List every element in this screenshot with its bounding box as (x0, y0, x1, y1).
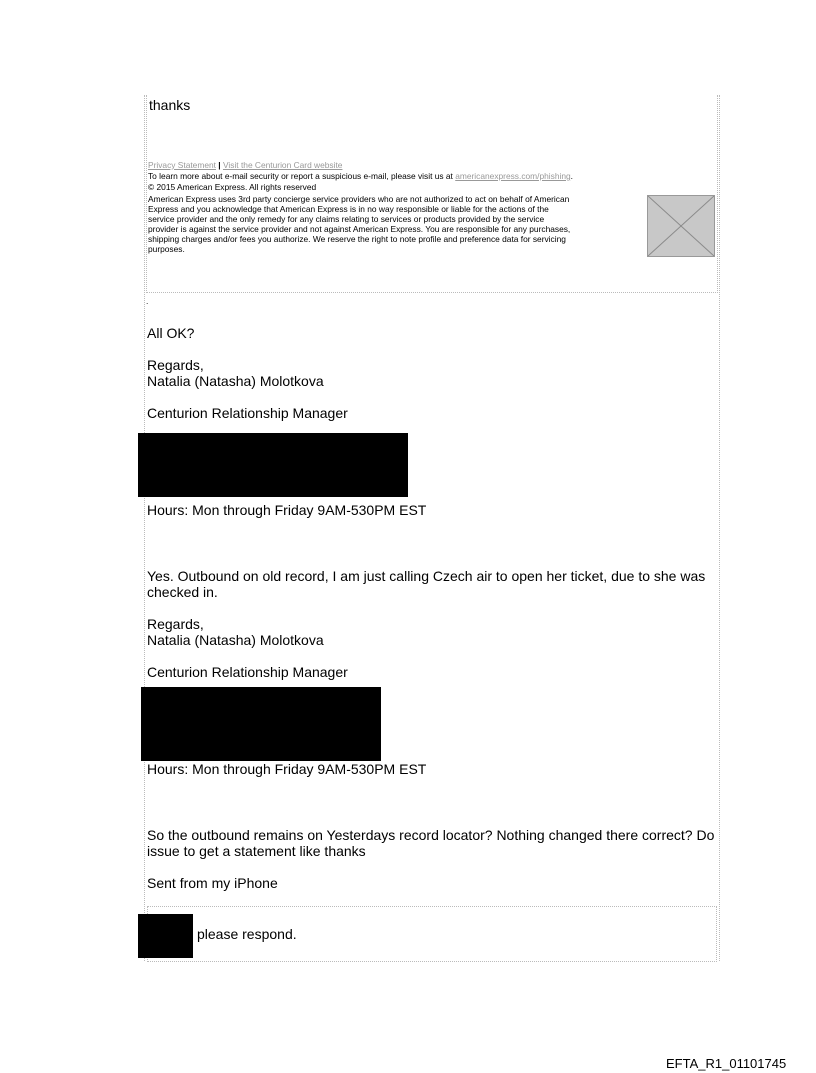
sender-title: Centurion Relationship Manager (147, 664, 348, 680)
footer-links (148, 160, 342, 170)
disclaimer-line: shipping charges and/or fees you authorize. We reserve the right to note profile and preference data for servicing (148, 234, 566, 244)
thanks-text: thanks (149, 97, 191, 113)
learn-more-line (148, 171, 573, 181)
hours-text: Hours: Mon through Friday 9AM-530PM EST (147, 502, 427, 518)
copyright-text: © 2015 American Express. All rights reserved (148, 182, 317, 192)
message-body-line: issue to get a statement like thanks (147, 843, 366, 859)
centurion-website-link[interactable]: Visit the Centurion Card website (222, 160, 343, 170)
phishing-link[interactable]: americanexpress.com/phishing (455, 171, 571, 181)
disclaimer-line: provider is against the service provider and not against American Express. You are responsible for any purchases, (148, 224, 571, 234)
document-id: EFTA_R1_01101745 (666, 1056, 787, 1071)
sender-name: Natalia (Natasha) Molotkova (147, 632, 324, 648)
message-body: All OK? (147, 325, 195, 341)
message-body-line: Yes. Outbound on old record, I am just calling Czech air to open her ticket, due to she was (147, 568, 706, 584)
redaction-block (138, 914, 193, 958)
disclaimer-line: Express and you acknowledge that American Express is in no way responsible or liable for the actions of the (148, 204, 549, 214)
disclaimer-line: purposes. (148, 244, 185, 254)
link-separator: | (218, 160, 221, 170)
redaction-block (138, 433, 408, 497)
sender-title: Centurion Relationship Manager (147, 405, 348, 421)
sent-from-text: Sent from my iPhone (147, 875, 278, 891)
broken-image-icon (647, 195, 715, 257)
quoted-text: please respond. (197, 926, 297, 942)
redaction-block (141, 687, 381, 761)
learn-more-text: To learn more about e-mail security or report a suspicious e-mail, please visit us at (148, 171, 456, 181)
disclaimer-line: service provider and the only remedy for any claims relating to services or products provided by the service (148, 214, 545, 224)
message-body-line: checked in. (147, 584, 218, 600)
learn-more-period: . (570, 171, 573, 181)
sender-name: Natalia (Natasha) Molotkova (147, 373, 324, 389)
regards-text: Regards, (147, 357, 204, 373)
message-body-line: So the outbound remains on Yesterdays record locator? Nothing changed there correct? Do (147, 827, 715, 843)
regards-text: Regards, (147, 616, 204, 632)
disclaimer-line: American Express uses 3rd party concierge service providers who are not authorized to act on behalf of American (148, 194, 570, 204)
privacy-statement-link[interactable]: Privacy Statement (148, 160, 216, 170)
separator-dot: . (146, 296, 149, 306)
hours-text: Hours: Mon through Friday 9AM-530PM EST (147, 761, 427, 777)
